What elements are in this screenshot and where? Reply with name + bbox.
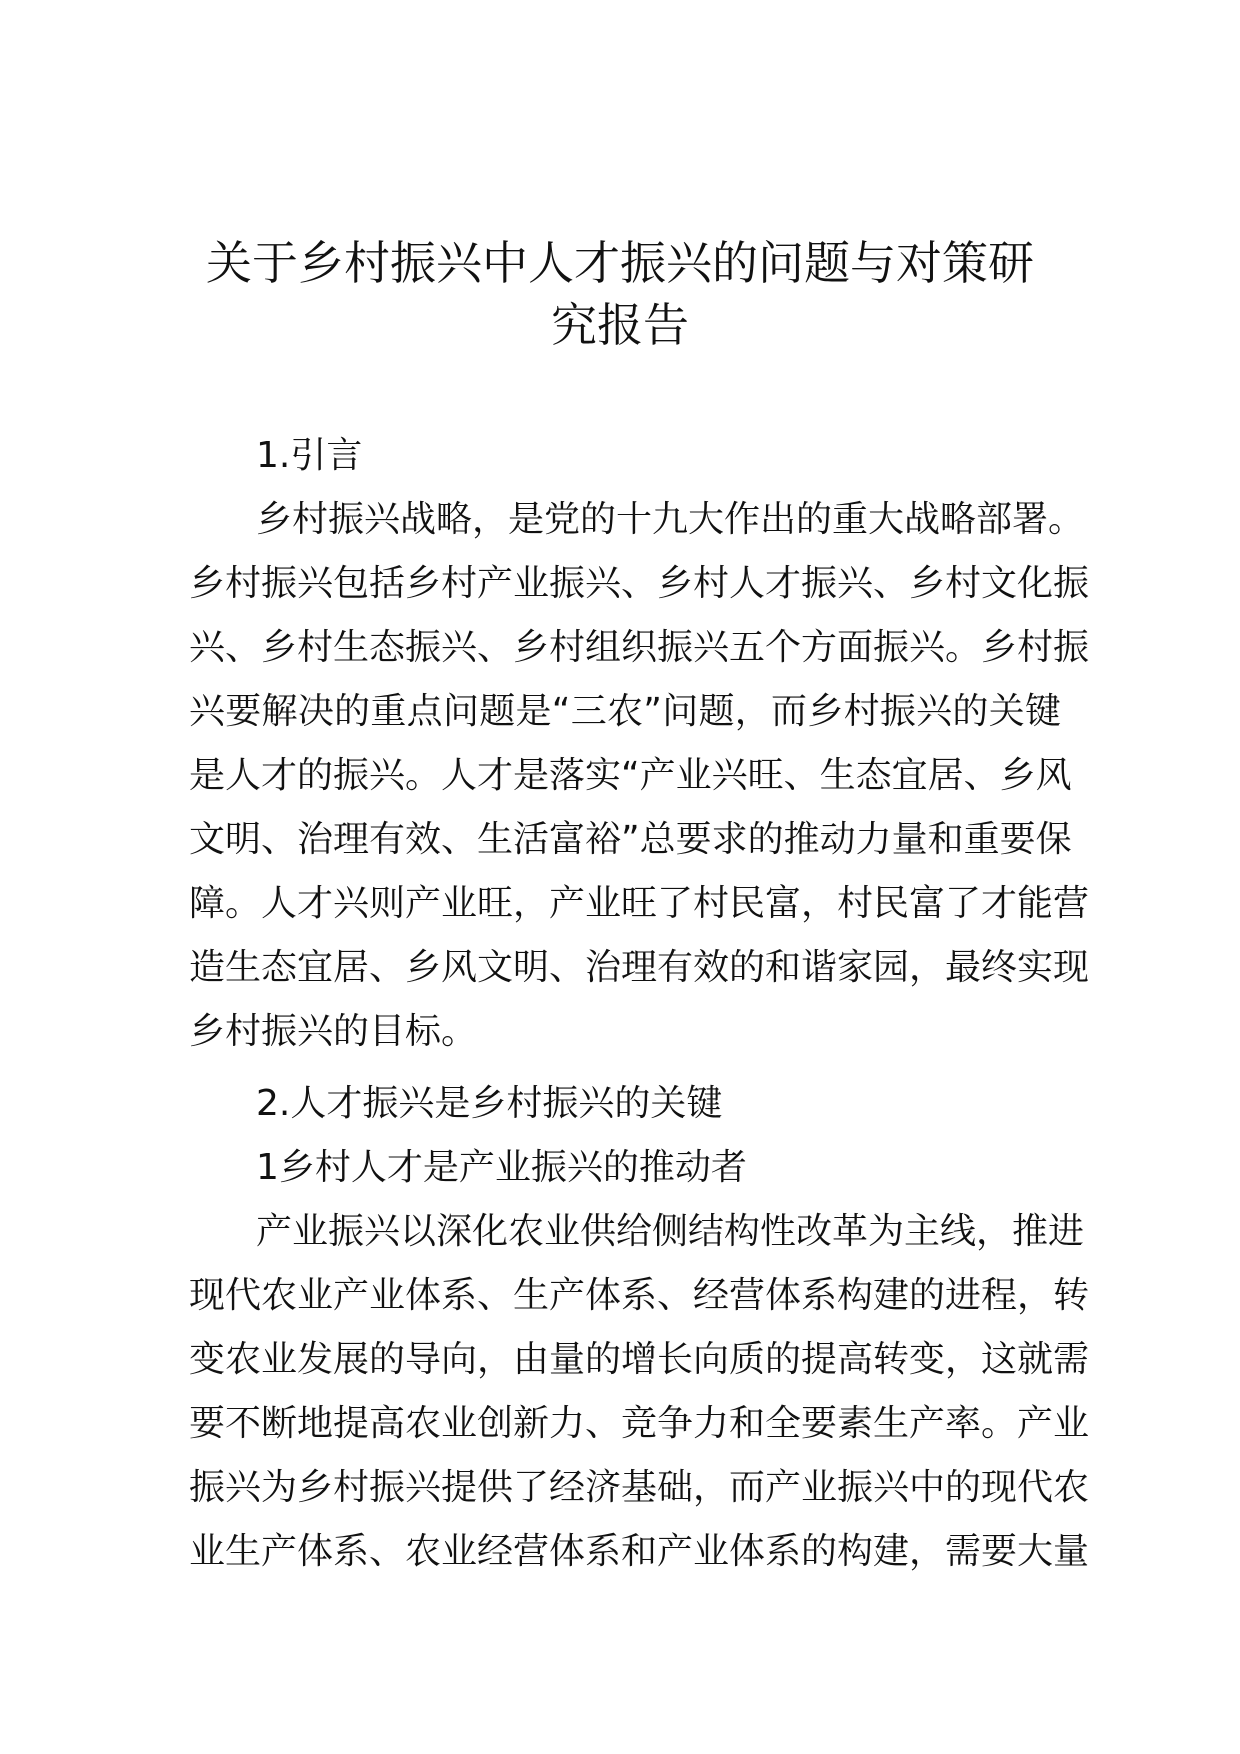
subsection-heading-industry-promoter: 1乡村人才是产业振兴的推动者 — [256, 1147, 747, 1188]
paragraph-1-line-1: 乡村振兴战略，是党的十九大作出的重大战略部署。 — [256, 499, 1085, 540]
paragraph-1-line-4: 兴要解决的重点问题是“三农”问题，而乡村振兴的关键 — [189, 691, 1061, 732]
paragraph-1-line-2: 乡村振兴包括乡村产业振兴、乡村人才振兴、乡村文化振 — [189, 563, 1090, 604]
paragraph-1-line-9: 乡村振兴的目标。 — [189, 1011, 478, 1052]
paragraph-1-line-3: 兴、乡村生态振兴、乡村组织振兴五个方面振兴。乡村振 — [189, 627, 1090, 668]
paragraph-2-line-1: 产业振兴以深化农业供给侧结构性改革为主线，推进 — [256, 1211, 1085, 1252]
paragraph-1-line-7: 障。人才兴则产业旺，产业旺了村民富，村民富了才能营 — [189, 883, 1090, 924]
paragraph-2-line-5: 振兴为乡村振兴提供了经济基础，而产业振兴中的现代农 — [189, 1467, 1090, 1508]
paragraph-2-line-4: 要不断地提高农业创新力、竞争力和全要素生产率。产业 — [189, 1403, 1090, 1444]
document-title-line-1: 关于乡村振兴中人才振兴的问题与对策研 — [206, 236, 1034, 290]
paragraph-1-line-8: 造生态宜居、乡风文明、治理有效的和谐家园，最终实现 — [189, 947, 1090, 988]
paragraph-1-line-6: 文明、治理有效、生活富裕”总要求的推动力量和重要保 — [189, 819, 1072, 860]
paragraph-2-line-6: 业生产体系、农业经营体系和产业体系的构建，需要大量 — [189, 1531, 1090, 1572]
section-heading-introduction: 1.引言 — [256, 435, 363, 476]
paragraph-2-line-3: 变农业发展的导向，由量的增长向质的提高转变，这就需 — [189, 1339, 1090, 1380]
paragraph-1-line-5: 是人才的振兴。人才是落实“产业兴旺、生态宜居、乡风 — [189, 755, 1072, 796]
document-title-line-2: 究报告 — [551, 298, 689, 352]
section-heading-talent-revitalization: 2.人才振兴是乡村振兴的关键 — [256, 1083, 723, 1124]
paragraph-2-line-2: 现代农业产业体系、生产体系、经营体系构建的进程，转 — [189, 1275, 1090, 1316]
